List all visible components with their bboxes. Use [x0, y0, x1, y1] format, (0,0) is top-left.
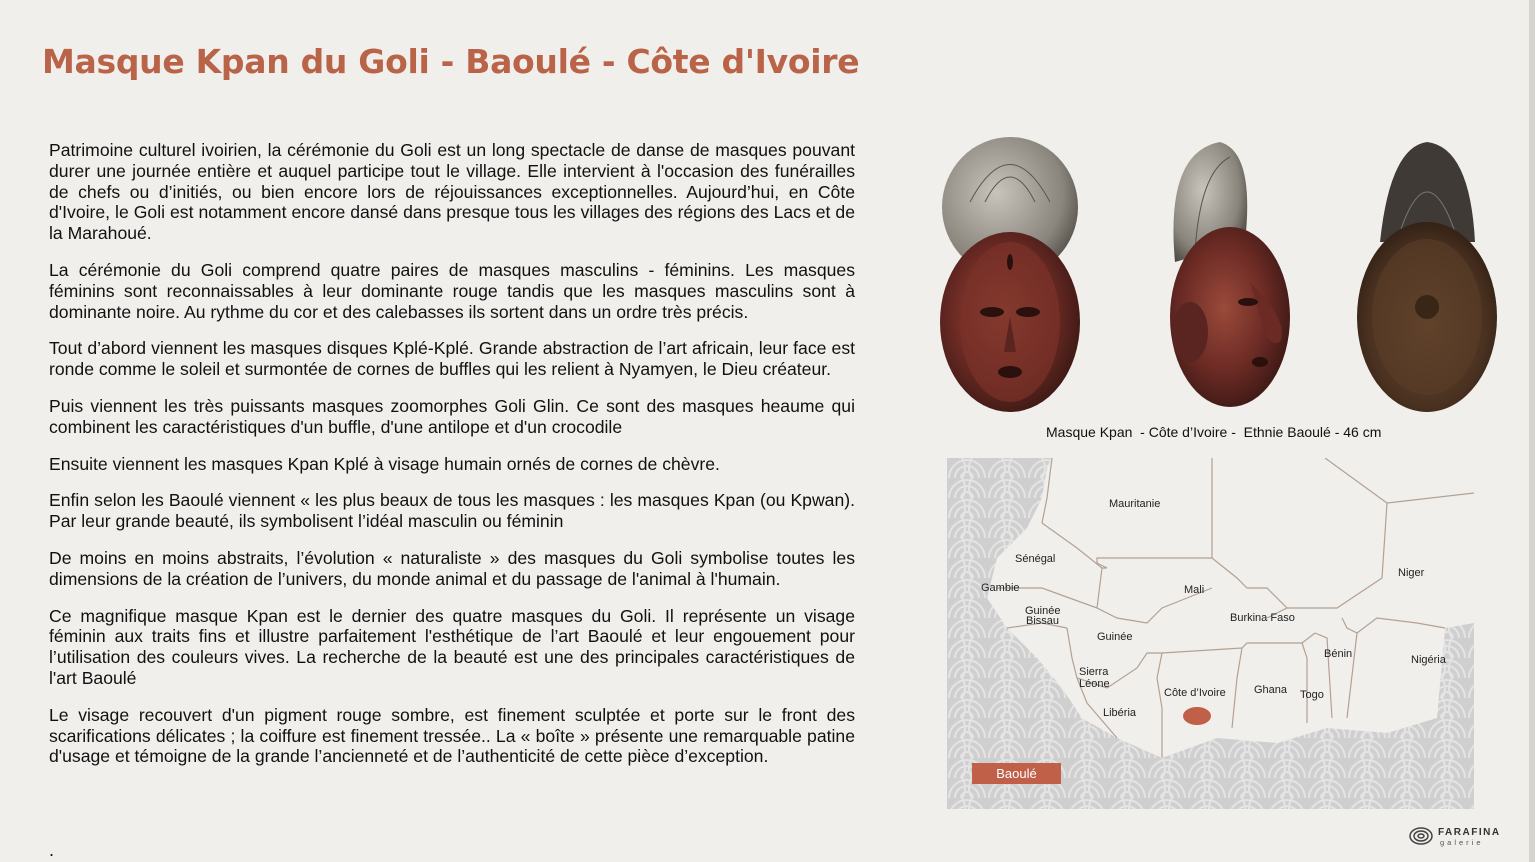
map-label-nigeria: Nigéria [1411, 654, 1446, 666]
west-africa-map [947, 458, 1474, 809]
map-label-senegal: Sénégal [1015, 553, 1056, 565]
paragraph: Tout d’abord viennent les masques disques Kplé-Kplé. Grande abstraction de l’art africain, leur face est ronde comme le soleil et surmontée de cornes de buffles qui les relient à Nyamyen, le Dieu créateur. [49, 338, 855, 380]
map-label-benin: Bénin [1324, 648, 1353, 660]
map-label-burkina-faso: Burkina Faso [1230, 612, 1295, 624]
spiral-logo-icon [1408, 825, 1434, 847]
map-label-gambie: Gambie [981, 582, 1020, 594]
paragraph: Le visage recouvert d'un pigment rouge sombre, est finement sculptée et porte sur le front des scarifications délicates ; la coiffure est finement tressée.. La « boîte » présente une remarquable patine d'usage et témoigne de la grande l’ancienneté et de l’authenticité de cette pièce d’exception. [49, 704, 855, 767]
paragraph: Puis viennent les très puissants masques zoomorphes Goli Glin. Ce sont des masques heaume qui combinent les caractéristiques d'un buffle, d'une antilope et d'un crocodile [49, 395, 855, 437]
mask-caption: Masque Kpan - Côte d’Ivoire - Ethnie Baoulé - 46 cm [1046, 424, 1382, 440]
map-label-liberia: Libéria [1103, 707, 1137, 719]
baoule-region-marker [1183, 707, 1211, 725]
map-label-sierra-leone: Léone [1079, 678, 1110, 690]
paragraph: Enfin selon les Baoulé viennent « les plus beaux de tous les masques : les masques Kpan (ou Kpwan). Par leur grande beauté, ils symbolisent l’idéal masculin ou féminin [49, 490, 855, 532]
baoule-region-tag: Baoulé [972, 763, 1061, 784]
right-edge-strip [1529, 0, 1535, 862]
map-label-mali: Mali [1184, 584, 1205, 596]
mask-front-view [940, 137, 1080, 412]
logo-subtitle: galerie [1440, 838, 1484, 847]
page-title: Masque Kpan du Goli - Baoulé - Côte d'Ivoire [42, 42, 860, 81]
map-label-cote-divoire: Côte d’Ivoire [1164, 687, 1226, 699]
description-text [49, 140, 855, 783]
map-label-niger: Niger [1398, 567, 1425, 579]
map-label-ghana: Ghana [1254, 684, 1288, 696]
map-label-mauritanie: Mauritanie [1109, 498, 1161, 510]
paragraph: De moins en moins abstraits, l’évolution « naturaliste » des masques du Goli symbolise toutes les dimensions de la création de l’univers, du monde animal et du passage de l'animal à l'humain. [49, 547, 855, 589]
map-label-togo: Togo [1300, 689, 1324, 701]
paragraph: Patrimoine culturel ivoirien, la cérémonie du Goli est un long spectacle de danse de masques pouvant durer une journée entière et auquel participe tout le village. Elle intervient à l'occasion des funérailles de chefs ou d’initiés, ou bien encore lors de réjouissances exceptionnelles. Aujourd’hui, en Côte d'Ivoire, le Goli est notamment encore dansé dans presque tous les villages des régions des Lacs et de la Marahoué. [49, 140, 855, 244]
map-label-guinee-bissau: Guinée [1025, 605, 1061, 617]
paragraph: Ce magnifique masque Kpan est le dernier des quatre masques du Goli. Il représente un visage féminin aux traits fins et illustre parfaitement l'esthétique de l’art Baoulé et leur engouement pour l’utilisation des couleurs vives. La recherche de la beauté est une des principales caractéristiques de l'art Baoulé [49, 605, 855, 688]
trailing-dot: . [49, 840, 55, 860]
map-label-guinee: Guinée [1097, 631, 1133, 643]
map-label-guinee-bissau: Bissau [1026, 615, 1060, 627]
mask-profile-view [1170, 142, 1290, 407]
farafina-logo [1408, 825, 1508, 850]
mask-back-view [1357, 142, 1497, 412]
map-label-sierra-leone: Sierra [1079, 666, 1109, 678]
paragraph: La cérémonie du Goli comprend quatre paires de masques masculins - féminins. Les masques féminins sont reconnaissables à leur dominante rouge tandis que les masques masculins sont à dominante noire. Au rythme du cor et des calebasses ils sortent dans un ordre très précis. [49, 259, 855, 322]
mask-photos [930, 132, 1510, 417]
paragraph: Ensuite viennent les masques Kpan Kplé à visage humain ornés de cornes de chèvre. [49, 453, 720, 474]
logo-name: FARAFINA [1438, 827, 1501, 838]
